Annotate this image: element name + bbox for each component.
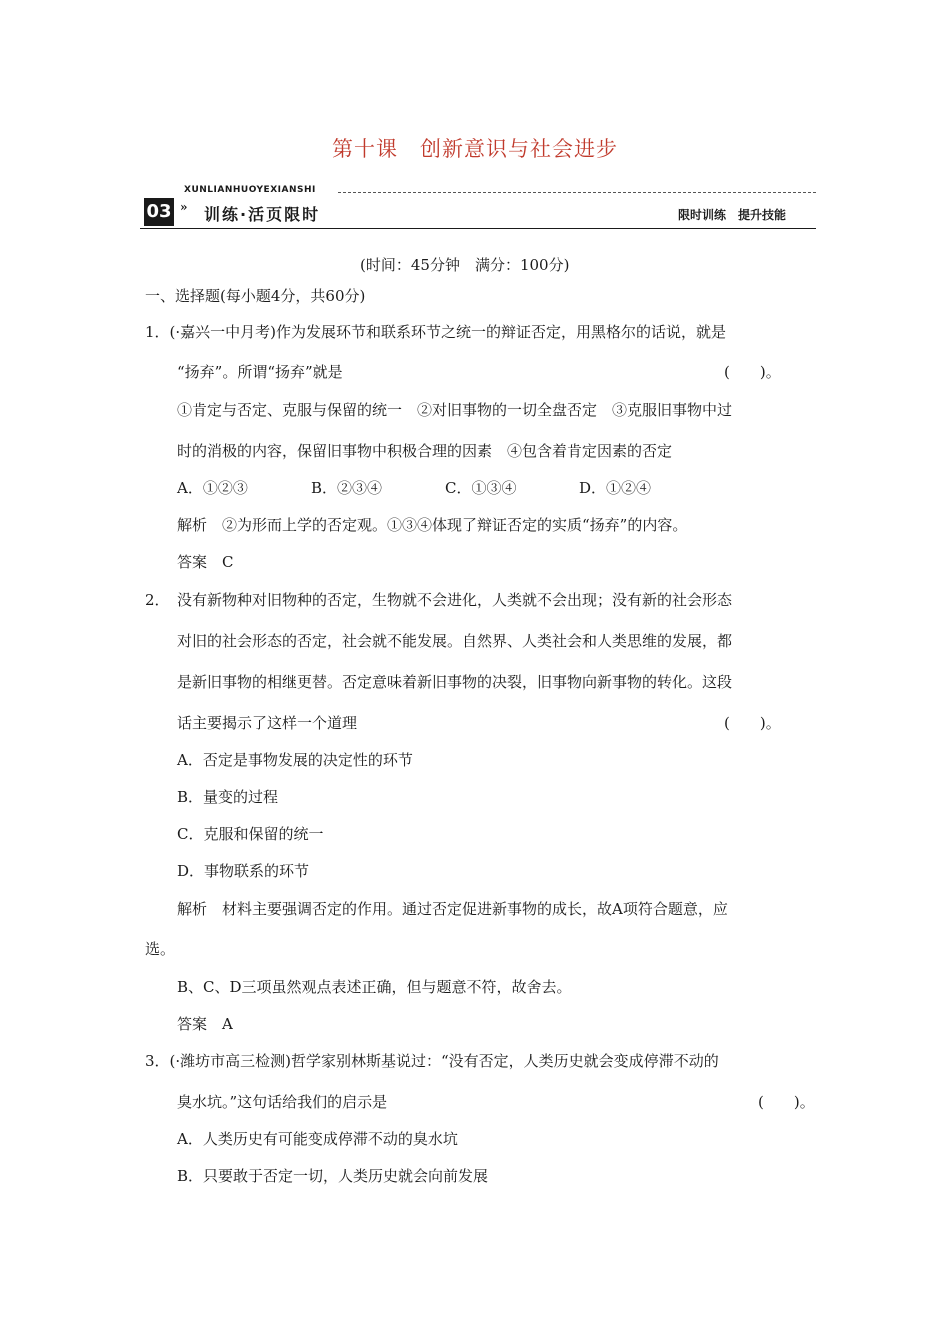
banner-dashed-divider — [338, 192, 816, 193]
q1-statements-line-1: ①肯定与否定、克服与保留的统一 ②对旧事物的一切全盘否定 ③克服旧事物中过 — [177, 401, 733, 419]
double-chevron-icon: » — [180, 200, 188, 214]
q2-option-a: A．否定是事物发展的决定性的环节 — [177, 751, 413, 769]
q2-option-d: D．事物联系的环节 — [177, 862, 310, 880]
q2-stem-line-1: 2． 没有新物种对旧物种的否定，生物就不会进化，人类就不会出现；没有新的社会形态 — [145, 591, 733, 609]
q2-stem-line-3: 是新旧事物的相继更替。否定意味着新旧事物的决裂，旧事物向新事物的转化。这段 — [177, 673, 733, 691]
q1-option-c: C．①③④ — [445, 479, 517, 497]
q1-statements-line-2: 时的消极的内容，保留旧事物中积极合理的因素 ④包含着肯定因素的否定 — [177, 442, 673, 460]
section-heading: 一、选择题(每小题4分，共60分) — [145, 287, 366, 305]
q2-option-b: B．量变的过程 — [177, 788, 279, 806]
q2-analysis-line-2: 选。 — [145, 940, 176, 958]
q2-analysis-line-1: 解析 材料主要强调否定的作用。通过否定促进新事物的成长，故A项符合题意，应 — [177, 900, 728, 918]
banner-underline — [140, 228, 816, 229]
q1-answer-blank: ( )。 — [724, 363, 781, 381]
section-banner — [140, 182, 816, 230]
banner-section-name: 训练·活页限时 — [204, 205, 321, 224]
q2-option-c: C．克服和保留的统一 — [177, 825, 324, 843]
q3-answer-blank: ( )。 — [758, 1093, 815, 1111]
q2-stem-line-2: 对旧的社会形态的否定，社会就不能发展。自然界、人类社会和人类思维的发展，都 — [177, 632, 733, 650]
q2-stem-line-4: 话主要揭示了这样一个道理 — [177, 714, 358, 732]
q1-analysis: 解析 ②为形而上学的否定观。①③④体现了辩证否定的实质“扬弃”的内容。 — [177, 516, 688, 534]
q1-option-b: B．②③④ — [311, 479, 383, 497]
q3-stem-line-2: 臭水坑。”这句话给我们的启示是 — [177, 1093, 388, 1111]
q3-option-a: A．人类历史有可能变成停滞不动的臭水坑 — [177, 1130, 458, 1148]
q1-option-d: D．①②④ — [579, 479, 652, 497]
q3-option-b: B．只要敢于否定一切，人类历史就会向前发展 — [177, 1167, 489, 1185]
q2-analysis-line-3: B、C、D三项虽然观点表述正确，但与题意不符，故舍去。 — [177, 978, 572, 996]
q1-stem-line-1: 1．(·嘉兴一中月考)作为发展环节和联系环节之统一的辩证否定，用黑格尔的话说，就是 — [145, 323, 727, 341]
q1-stem-line-2: “扬弃”。所谓“扬弃”就是 — [177, 363, 343, 381]
q3-stem-line-1: 3．(·潍坊市高三检测)哲学家别林斯基说过：“没有否定，人类历史就会变成停滞不动的 — [145, 1052, 719, 1070]
q2-answer-blank: ( )。 — [724, 714, 781, 732]
q2-answer: 答案 A — [177, 1015, 233, 1033]
lesson-title: 第十课 创新意识与社会进步 — [332, 137, 618, 161]
q1-option-a: A．①②③ — [177, 479, 248, 497]
q1-answer: 答案 C — [177, 553, 234, 571]
exam-info: (时间：45分钟 满分：100分) — [360, 256, 570, 274]
banner-tagline: 限时训练 提升技能 — [677, 208, 786, 222]
banner-number-badge: 03 — [144, 198, 174, 226]
banner-pinyin: XUNLIANHUOYEXIANSHI — [184, 185, 316, 195]
